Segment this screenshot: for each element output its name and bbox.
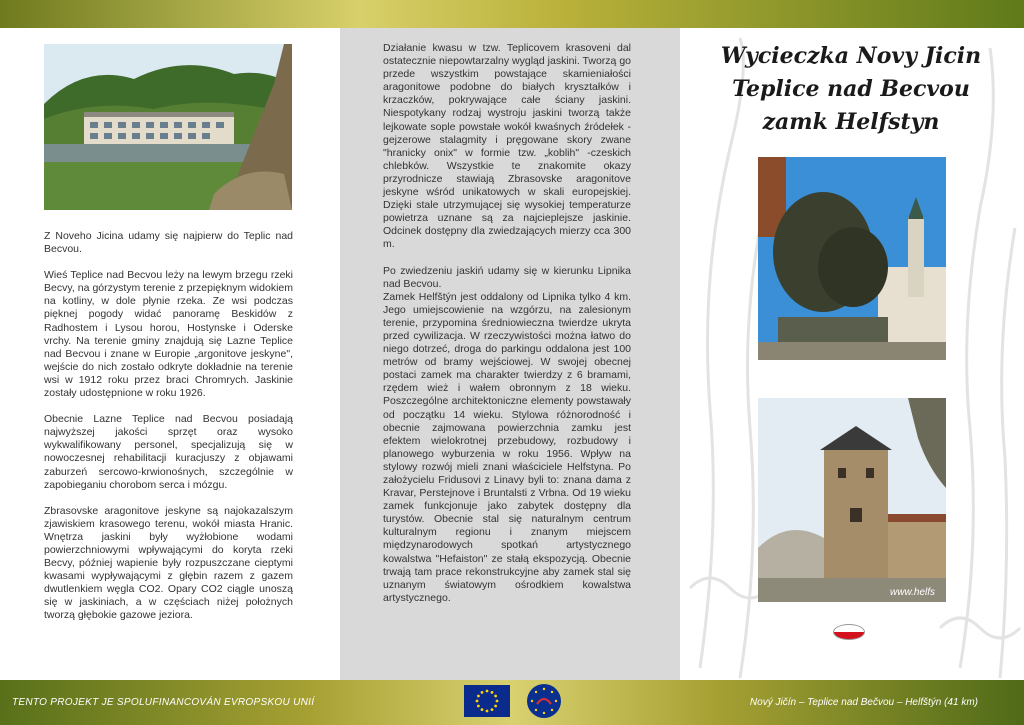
paragraph: Z Noveho Jicina udamy się najpierw do Teplic nad Becvou. — [44, 230, 293, 256]
paragraph: Zbrasovske aragonitove jeskyne są najokazalszym zjawiskiem krasowego terenu, wokół miasta Hranic. Wnętrza jaskini były wyżłobione wodami powierzchniowymi wpływającymi do koryta rzeki Becvy, później wapienie były rozpuszczane cieptymi kwasami wypływającymi z głębin razem z gazem dwutlenkiem węgla CO2. Opary CO2 ciągle unoszą się w jaskiniach, a w częściach niżej położnych tworzą głębokie gazowe jeziora. — [44, 504, 293, 622]
column1-text — [44, 230, 293, 636]
brochure-title — [706, 40, 996, 139]
photo-caption: www.helfs — [890, 587, 936, 598]
castle-tower-photo — [758, 398, 946, 602]
euroregion-logo-icon — [527, 684, 561, 718]
title-line: zamk Helfstyn — [762, 109, 940, 135]
column2-text — [383, 42, 631, 618]
paragraph: Obecnie Lazne Teplice nad Becvou posiadają najwyższej jakości sprzęt oraz wysoko wykwalifikowany personel, specjalizują się w nowoczesnej rehabilitacji kuracjuszy z objawami zaburzeń sercowo-krwionośnych, szczególnie w zapobieganiu chorobom serca i mózgu. — [44, 413, 293, 491]
spa-building-photo — [44, 44, 292, 210]
eu-flag-icon — [464, 685, 510, 717]
title-line: Wycieczka Novy Jicin — [720, 43, 982, 69]
paragraph: Po zwiedzeniu jaskiń udamy się w kierunku Lipnika nad Becvou. Zamek Helfštýn jest oddalony od Lipnika tylko 4 km. Jego umiejscowienie na wzgórzu, na zalesionym terenie, przypomina średniowieczna twierdze ukryta przed cywilizacja. W rzeczywistości można łatwo do niego dotrzeć, droga do parkingu oddalona jest 100 metrów od bramy wejściowej. W swojej obecnej postaci zamek ma charakter twierdzy z 6 bramami, rzędem wież i wałem obronnym z 18 wieku. Poszczególne architektoniczne elementy powstawały od początku 14 wieku. Stylowa różnorodność i obecnie zajmowana powierzchnia zamku jest efektem wielokrotnej przebudowy, rozbudowy i planowego wyburzenia w roku 1956. Wpływ na stylowy rozwój mieli znani właściciele Helfstyna. Po założycielu Fridusovi z Linavy byli to: znana dama z Kravar, Perstejnove i Bruntalsti z Vrbna. Od 19 wieku zamek funkcjonuje jako zabytek dostępny dla turystów. Obecnie stal się naturalnym centrum kulturalnym regionu i znanym miejscem międzynarodowych spotkań artystycznego kowalstwa "Hefaiston" ze stałą ekspozycją. Obecnie trwają tam prace rekonstrukcyjne aby zamek stal się uznanym światowym ośrodkiem kowalstwa artystycznego. — [383, 264, 631, 604]
paragraph: Działanie kwasu w tzw. Teplicovem krasoveni dal ostatecznie niepowtarzalny wygląd jaskini. Tworzą go przede wszystkim powstające skamieniałości aragonitowe podobne do białych kryształków i krzaczków, pokrywające całe ściany jaskini. Niespotykany rodzaj wystroju jaskini tworzą także lejkowate sople powstałe wokół kwaśnych źródełek -gejzerowe stalagmity i pręgowane skory zwane "hranicky onix" w formie tzw. „koblih" -czeskich chlebków. Wszystkie te znakomite okazy przyrodnicze stawiają Zbrasovske aragonitove jeskyne wśród unikatowych w skali europejskiej. Dzięki stale utrzymującej się wysokiej temperaturze powietrza uznane są za najcieplejsze jaskinie. Odcinek dostępny dla zwiedzających mierzy cca 300 m. — [383, 42, 631, 251]
top-banner — [0, 0, 1024, 28]
title-line: Teplice nad Becvou — [732, 76, 970, 102]
footer-cofinancing-text: TENTO PROJEKT JE SPOLUFINANCOVÁN EVROPSKOU UNIÍ — [12, 697, 315, 708]
footer-route-text: Nový Jičín – Teplice nad Bečvou – Helfštýn (41 km) — [749, 697, 978, 708]
statue-square-photo — [758, 157, 946, 360]
polish-flag-badge — [833, 624, 865, 640]
paragraph: Wieś Teplice nad Becvou leży na lewym brzegu rzeki Becvy, na górzystym terenie z przepięknym widokiem na kotliny, w dole płynie rzeka. Ze wsi podczas pięknej pogody widać panoramę Beskidów z Radhostem i Lysou horou, Hostynske i Oderske vrchy. Na terenie gminy znajdują się Lazne Teplice nad Becvou i znane w Europie „argonitove jeskyne", wejście do nich zostało odkryte dokładnie na terenie wsi w 1912 roku przez braci Chromrych. Jaskinie zostały udostępnione w roku 1926. — [44, 269, 293, 400]
